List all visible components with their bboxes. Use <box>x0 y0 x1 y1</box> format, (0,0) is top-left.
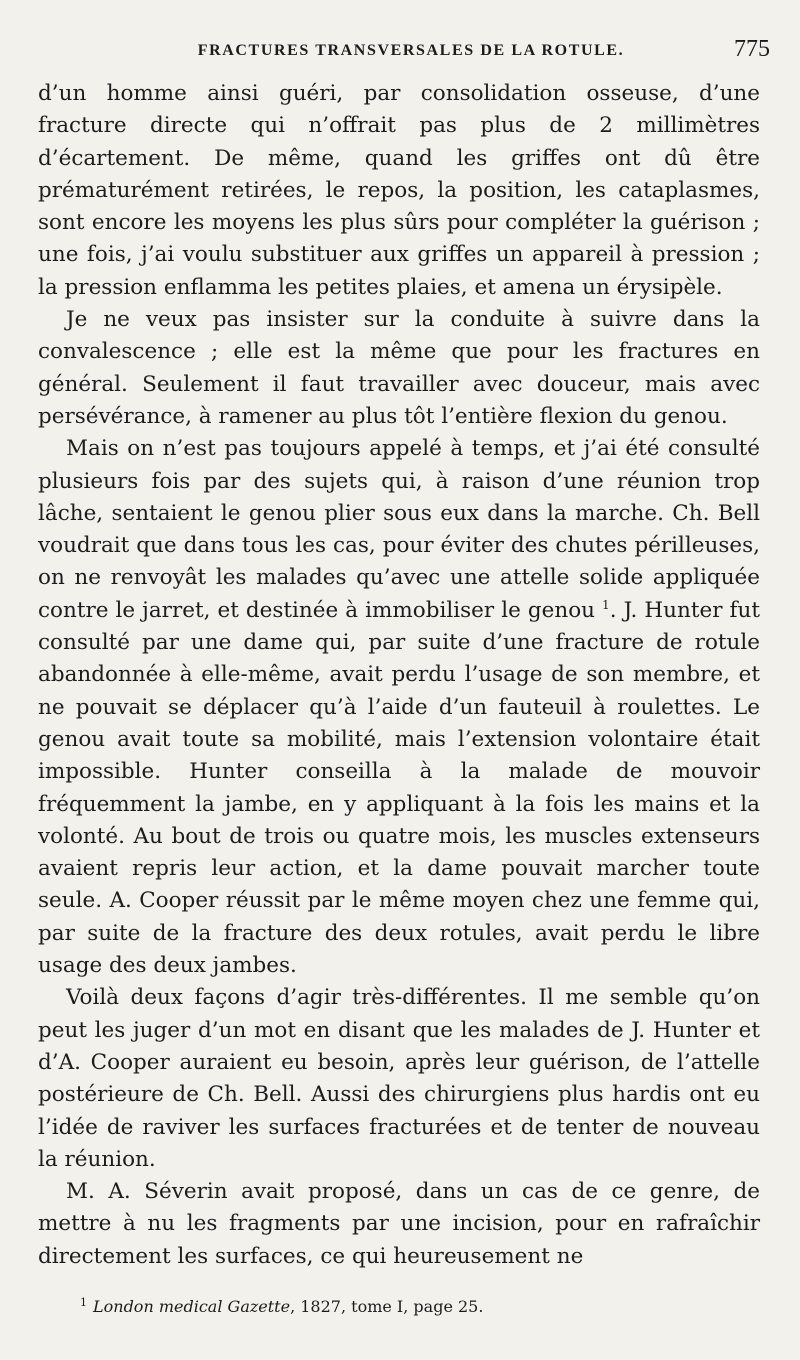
paragraph-5: M. A. Séverin avait proposé, dans un cas de ce genre, de mettre à nu les fragments par une incision, pour en rafraîchir directement les surfaces, ce qui heureusement ne <box>38 1179 760 1269</box>
paragraph-3-part-1: Mais on n’est pas toujours appelé à temps, et j’ai été consulté plusieurs fois par des sujets qui, à raison d’une réunion trop lâche, sentaient le genou plier sous eux dans la marche. Ch. Bell voudrait que dans tous les cas, pour éviter des chutes périlleuses, on ne renvoyât les malades qu’avec une attelle solide appliquée contre le jarret, et destinée à immobiliser le genou <box>38 436 760 623</box>
footnote-source: London medical Gazette <box>93 1297 291 1316</box>
paragraph-2: Je ne veux pas insister sur la conduite à suivre dans la convalescence ; elle est la même que pour les fractures en général. Seulement il faut travailler avec douceur, mais avec persévérance, à ramener au plus tôt l’entière flexion du genou. <box>38 307 760 429</box>
footnote-details: , 1827, tome I, page 25. <box>290 1297 484 1316</box>
running-title: FRACTURES TRANSVERSALES DE LA ROTULE. <box>197 42 625 59</box>
footnote <box>80 1296 760 1318</box>
page-number: 775 <box>734 36 770 62</box>
running-header <box>40 36 782 66</box>
paragraph-3-part-2: . J. Hunter fut consulté par une dame qui, par suite d’une fracture de rotule abandonnée à elle-même, avait perdu l’usage de son membre, et ne pouvait se déplacer qu’à l’aide d’un fauteuil à roulettes. Le genou avait toute sa mobilité, mais l’extension volontaire était impossible. Hunter conseilla à la malade de mouvoir fréquemment la jambe, en y appliquant à la fois les mains et la volonté. Au bout de trois ou quatre mois, les muscles extenseurs avaient repris leur action, et la dame pouvait marcher toute seule. A. Cooper réussit par le même moyen chez une femme qui, par suite de la fracture des deux rotules, avait perdu le libre usage des deux jambes. <box>38 597 760 979</box>
paragraph-4: Voilà deux façons d’agir très-différentes. Il me semble qu’on peut les juger d’un mot en disant que les malades de J. Hunter et d’A. Cooper auraient eu besoin, après leur guérison, de l’attelle postérieure de Ch. Bell. Aussi des chirurgiens plus hardis ont eu l’idée de raviver les surfaces fracturées et de tenter de nouveau la réunion. <box>38 985 760 1172</box>
footnote-reference[interactable]: 1 <box>602 597 610 612</box>
footnote-number: 1 <box>80 1295 87 1309</box>
paragraph-1: d’un homme ainsi guéri, par consolidation osseuse, d’une fracture directe qui n’offrait pas plus de 2 millimètres d’écartement. De même, quand les griffes ont dû être prématurément retirées, le repos, la position, les cataplasmes, sont encore les moyens les plus sûrs pour compléter la guérison ; une fois, j’ai voulu substituer aux griffes un appareil à pression ; la pression enflamma les petites plaies, et amena un érysipèle. <box>38 81 760 300</box>
paragraph-3 <box>38 433 760 982</box>
body-text <box>38 78 760 1273</box>
